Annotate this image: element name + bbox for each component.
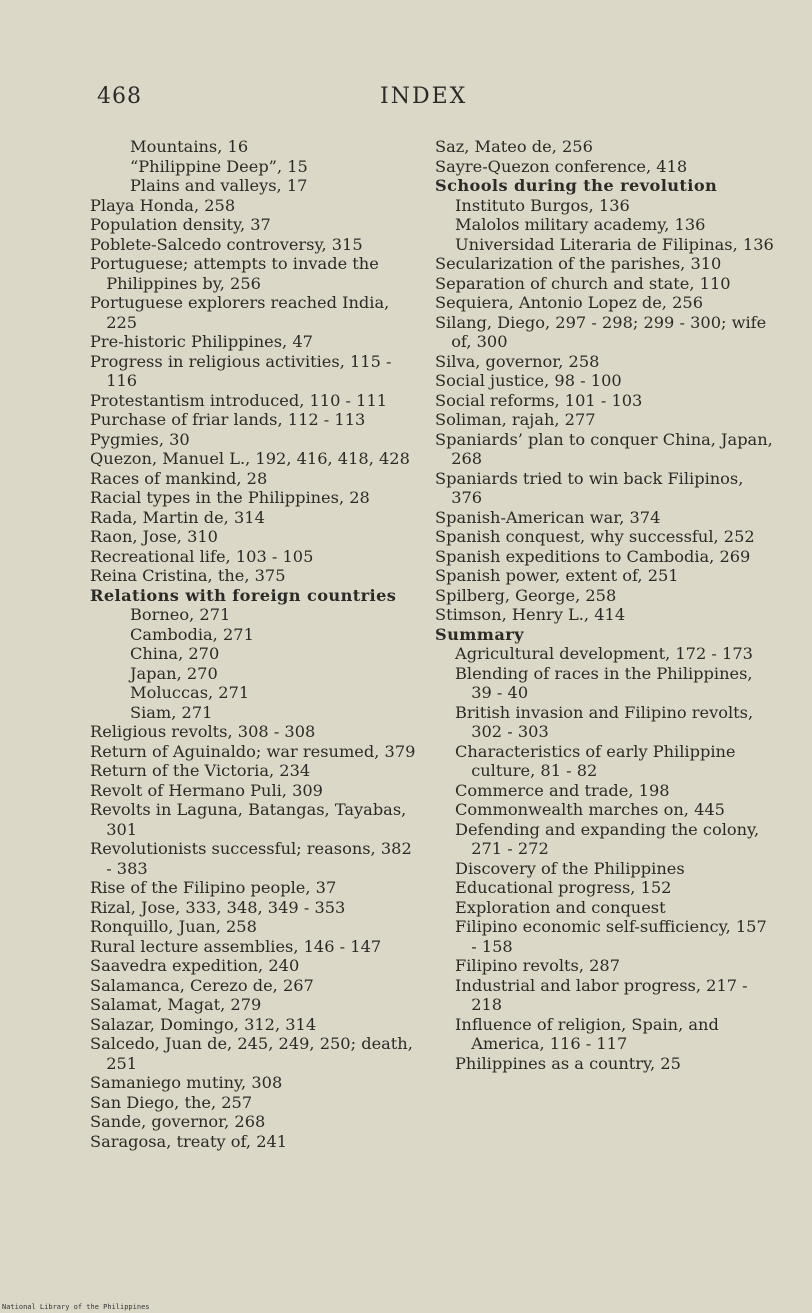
index-entry: Purchase of friar lands, 112 - 113 [90, 410, 366, 429]
library-credit: National Library of the Philippines [2, 1303, 150, 1311]
index-entry: Secularization of the parishes, 310 [435, 254, 722, 273]
index-entry: Races of mankind, 28 [90, 468, 268, 488]
index-subentry: Universidad Literaria de Filipinas, 136 [455, 234, 774, 254]
index-entry: Revolutionists successful; reasons, 382 - 383 [90, 839, 412, 878]
index-subentry: Characteristics of early Philippine culture, 81 - 82 [455, 741, 736, 780]
index-subentry: Commerce and trade, 198 [455, 780, 670, 800]
index-entry: Spaniards tried to win back Filipinos, 376 [435, 468, 744, 507]
index-entry: Pygmies, 30 [90, 429, 190, 449]
index-entry: Spanish conquest, why successful, 252 [435, 527, 755, 546]
index-subentry: Siam, 271 [130, 702, 213, 722]
index-subentry: Cambodia, 271 [130, 624, 254, 644]
index-entry: Spaniards’ plan to conquer China, Japan, 268 [435, 429, 773, 468]
index-column-left [90, 137, 420, 1151]
index-entry: Ronquillo, Juan, 258 [90, 917, 257, 936]
index-entry: Portuguese; attempts to invade the Philippines by, 256 [90, 254, 379, 293]
index-entry: Saragosa, treaty of, 241 [90, 1131, 288, 1151]
index-subentry: “Philippine Deep”, 15 [130, 156, 308, 176]
index-heading: Summary [435, 624, 524, 644]
index-entry: Rural lecture assemblies, 146 - 147 [90, 936, 382, 956]
index-entry: Social reforms, 101 - 103 [435, 390, 643, 410]
index-subentry: Malolos military academy, 136 [455, 215, 706, 234]
index-entry: Saz, Mateo de, 256 [435, 137, 593, 156]
index-entry: Salamat, Magat, 279 [90, 995, 262, 1014]
index-entry: Social justice, 98 - 100 [435, 371, 622, 390]
index-subentry: Agricultural development, 172 - 173 [455, 644, 753, 663]
index-entry: Progress in religious activities, 115 - 116 [90, 351, 392, 390]
index-entry: Religious revolts, 308 - 308 [90, 722, 316, 741]
index-entry: Sayre-Quezon conference, 418 [435, 156, 688, 176]
index-entry: Rise of the Filipino people, 37 [90, 878, 337, 897]
index-heading: Schools during the revolution [435, 176, 718, 195]
index-subentry: Borneo, 271 [130, 605, 231, 624]
index-entry: Spilberg, George, 258 [435, 585, 617, 605]
index-subentry: Blending of races in the Philippines, 39 - 40 [455, 663, 753, 702]
index-subentry: Exploration and conquest [455, 897, 666, 917]
index-entry: Stimson, Henry L., 414 [435, 605, 626, 624]
index-entry: Separation of church and state, 110 [435, 273, 731, 293]
index-entry: Revolt of Hermano Puli, 309 [90, 780, 323, 800]
index-subentry: Instituto Burgos, 136 [455, 195, 630, 215]
index-entry: Samaniego mutiny, 308 [90, 1073, 283, 1092]
index-entry: Salcedo, Juan de, 245, 249, 250; death, 251 [90, 1034, 413, 1073]
index-entry: San Diego, the, 257 [90, 1092, 253, 1112]
index-subentry: Influence of religion, Spain, and America, 116 - 117 [455, 1014, 719, 1053]
index-subentry: Plains and valleys, 17 [130, 176, 308, 195]
index-subentry: Defending and expanding the colony, 271 - 272 [455, 819, 760, 858]
index-entry: Rada, Martin de, 314 [90, 507, 265, 527]
index-subentry: Moluccas, 271 [130, 683, 250, 702]
index-subentry: Educational progress, 152 [455, 878, 672, 897]
index-entry: Silva, governor, 258 [435, 351, 600, 371]
index-entry: Rizal, Jose, 333, 348, 349 - 353 [90, 897, 346, 917]
index-subentry: Discovery of the Philippines [455, 858, 685, 878]
index-subentry: Filipino economic self-sufficiency, 157 - 158 [455, 917, 767, 956]
running-head: INDEX [380, 84, 468, 109]
index-entry: Quezon, Manuel L., 192, 416, 418, 428 [90, 449, 410, 468]
index-entry: Pre-historic Philippines, 47 [90, 332, 313, 351]
index-entry: Sequiera, Antonio Lopez de, 256 [435, 293, 703, 312]
index-entry: Revolts in Laguna, Batangas, Tayabas, 301 [90, 800, 407, 839]
index-heading: Relations with foreign countries [90, 585, 397, 605]
index-entry: Spanish-American war, 374 [435, 507, 661, 527]
index-entry: Portuguese explorers reached India, 225 [90, 293, 390, 332]
index-entry: Recreational life, 103 - 105 [90, 546, 314, 566]
index-column-right [435, 137, 775, 1073]
index-entry: Raon, Jose, 310 [90, 527, 218, 546]
index-subentry: Filipino revolts, 287 [455, 956, 621, 975]
index-entry: Return of Aguinaldo; war resumed, 379 [90, 741, 416, 761]
index-subentry: British invasion and Filipino revolts, 302 - 303 [455, 702, 754, 741]
index-entry: Protestantism introduced, 110 - 111 [90, 390, 388, 410]
index-entry: Salazar, Domingo, 312, 314 [90, 1014, 317, 1034]
index-subentry: Commonwealth marches on, 445 [455, 800, 725, 819]
index-entry: Sande, governor, 268 [90, 1112, 266, 1131]
index-entry: Soliman, rajah, 277 [435, 410, 596, 429]
index-entry: Playa Honda, 258 [90, 195, 236, 215]
index-subentry: China, 270 [130, 644, 220, 663]
page-number: 468 [97, 84, 142, 109]
index-entry: Racial types in the Philippines, 28 [90, 488, 370, 507]
index-entry: Silang, Diego, 297 - 298; 299 - 300; wife of, 300 [435, 312, 767, 351]
index-subentry: Industrial and labor progress, 217 - 218 [455, 975, 748, 1014]
index-subentry: Philippines as a country, 25 [455, 1053, 681, 1073]
index-entry: Saavedra expedition, 240 [90, 956, 300, 975]
index-entry: Spanish power, extent of, 251 [435, 566, 679, 585]
index-entry: Poblete-Salcedo controversy, 315 [90, 234, 363, 254]
index-entry: Reina Cristina, the, 375 [90, 566, 286, 585]
index-entry: Return of the Victoria, 234 [90, 761, 311, 780]
index-subentry: Mountains, 16 [130, 137, 249, 156]
index-entry: Salamanca, Cerezo de, 267 [90, 975, 314, 995]
index-entry: Spanish expeditions to Cambodia, 269 [435, 546, 751, 566]
index-subentry: Japan, 270 [130, 663, 218, 683]
index-entry: Population density, 37 [90, 215, 271, 234]
